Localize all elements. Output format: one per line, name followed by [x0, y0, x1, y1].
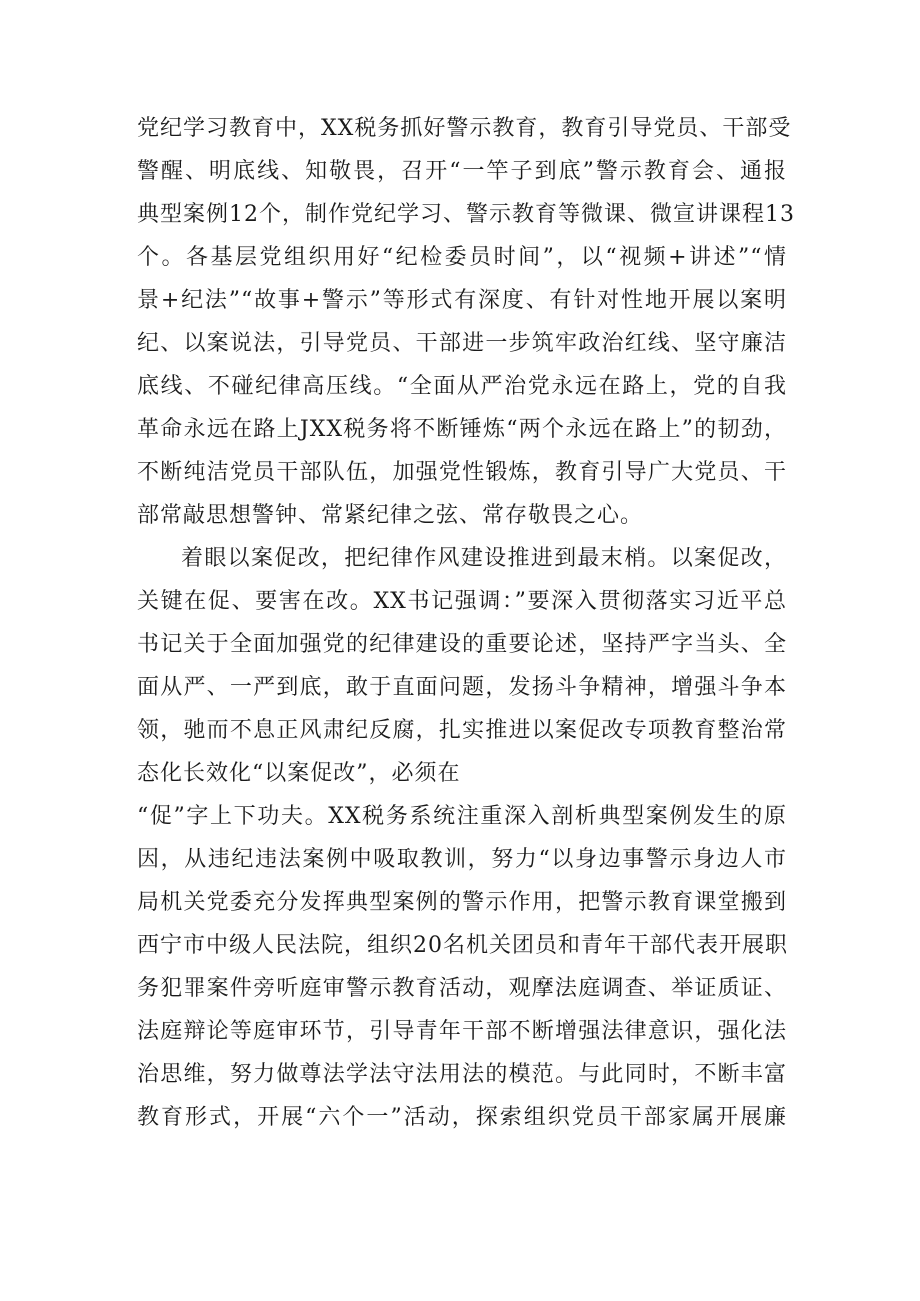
text-line: 领，驰而不息正风肃纪反腐，扎实推进以案促改专项教育整治常: [137, 718, 787, 743]
text-line: 部常敲思想警钟、常紧纪律之弦、常存敬畏之心。: [137, 503, 644, 528]
text-line: 典型案例12个，制作党纪学习、警示教育等微课、微宣讲课程13: [137, 202, 795, 227]
text-line: 党纪学习教育中，XX税务抓好警示教育，教育引导党员、干部受: [137, 116, 792, 141]
text-line: 关键在促、要害在改。XX书记强调：”要深入贯彻落实习近平总: [137, 589, 787, 614]
text-line: 西宁市中级人民法院，组织20名机关团员和青年干部代表开展职: [137, 933, 788, 958]
text-line: 书记关于全面加强党的纪律建设的重要论述，坚持严字当头、全: [137, 632, 787, 657]
text-line: 教育形式，开展“六个一”活动，探索组织党员干部家属开展廉: [137, 1105, 787, 1130]
text-line: 面从严、一严到底，敢于直面问题，发扬斗争精神，增强斗争本: [137, 675, 787, 700]
text-line: 局机关党委充分发挥典型案例的警示作用，把警示教育课堂搬到: [137, 890, 787, 915]
text-line: 革命永远在路上JXX税务将不断锤炼“两个永远在路上”的韧劲，: [137, 417, 787, 442]
text-line: 因，从违纪违法案例中吸取教训，努力“以身边事警示身边人市: [137, 847, 787, 872]
text-line: 态化长效化“以案促改”，必须在: [137, 761, 461, 786]
body-text: [137, 107, 795, 1139]
text-line: 个。各基层党组织用好“纪检委员时间”，以“视频+讲述”“情: [137, 245, 787, 270]
text-line: 景+纪法”“故事+警示”等形式有深度、有针对性地开展以案明: [137, 288, 787, 313]
text-line: 务犯罪案件旁听庭审警示教育活动，观摩法庭调查、举证质证、: [137, 976, 787, 1001]
text-line: 着眼以案促改，把纪律作风建设推进到最末梢。以案促改，: [181, 546, 787, 571]
text-line: 不断纯洁党员干部队伍，加强党性锻炼，教育引导广大党员、干: [137, 460, 787, 485]
text-line: “促”字上下功夫。XX税务系统注重深入剖析典型案例发生的原: [137, 804, 787, 829]
text-line: 纪、以案说法，引导党员、干部进一步筑牢政治红线、坚守廉洁: [137, 331, 787, 356]
text-line: 警醒、明底线、知敬畏，召开“一竿子到底”警示教育会、通报: [137, 159, 787, 184]
text-line: 底线、不碰纪律高压线。“全面从严治党永远在路上，党的自我: [137, 374, 787, 399]
text-line: 法庭辩论等庭审环节，引导青年干部不断增强法律意识，强化法: [137, 1019, 787, 1044]
text-line: 治思维，努力做尊法学法守法用法的模范。与此同时，不断丰富: [137, 1062, 787, 1087]
